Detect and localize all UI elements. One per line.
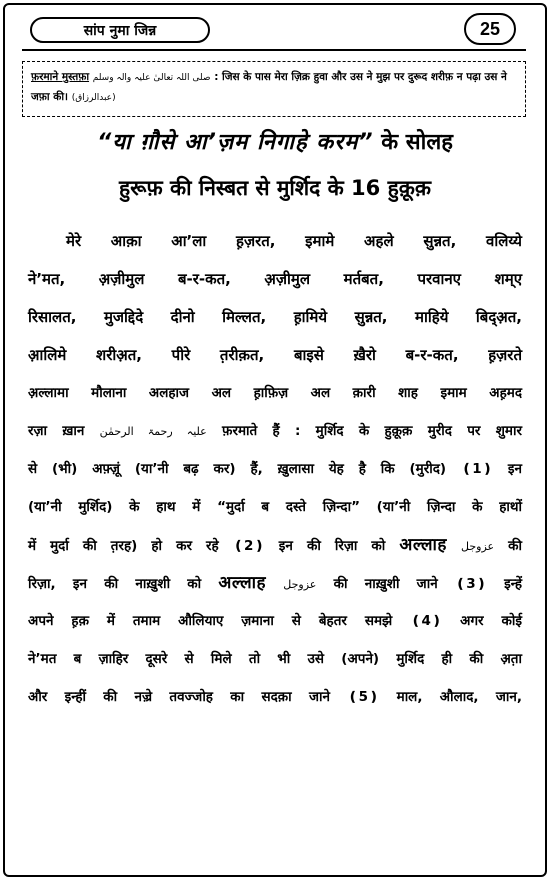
body-line [28,412,522,450]
body-line-part: में मुर्दा की त़रह) हो कर रहे ❪2❫ इन की रिज़ा को [28,538,386,554]
allah-calligraphy: अल्लाह [218,573,267,593]
body-text [28,222,522,716]
body-line: ने’मत ब ज़ाहिर दूसरे से मिले तो भी उसे (अपने) मुर्शिद ही की अ़त़ा [28,651,522,667]
section-heading-line2: हुरूफ़ की निस्बत से मुर्शिद के 16 हुक़ूक़ [118,176,431,200]
body-line-part: रज़ा ख़ान [28,423,85,439]
notice-text: : जिस के पास मेरा ज़िक्र हुवा और उस ने मुझ पर दुरूद शरीफ़ न पढ़ा उस ने जफ़ा की। [31,71,507,103]
allah-calligraphy: अल्लाह [399,535,447,555]
body-line [28,526,522,564]
body-line: आ़लिमे शरीअ़त, पीरे त़रीक़त, बाइसे ख़ैरो ब-र-कत, ह़ज़रते [28,346,522,364]
body-line-part: की [508,538,523,554]
body-line: अ़ल्लामा मौलाना अलहाज अल ह़ाफ़िज़ अल क़ारी शाह इमाम अह़मद [28,385,522,401]
body-line: मेरे आक़ा आ’ला ह़ज़रत, इमामे अहले सुन्नत, वलिय्ये [66,232,522,250]
arabic-honorific: عزوجل [461,540,495,553]
book-title: सांप नुमा जिन्न [30,17,210,43]
heading-rest: के सोलह [381,130,453,155]
body-line: अपने ह़क़ में तमाम औलियाए ज़माना से बेहतर समझे ❪4❫ अगर कोई [28,613,522,629]
body-line [28,564,522,602]
body-line-part: रिज़ा, इन की नाख़ुशी को [28,576,202,592]
page-number: 25 [464,13,516,45]
body-line: (या’नी मुर्शिद) के हाथ में “मुर्दा ब दस्ते ज़िन्दा” (या’नी ज़िन्दा के हाथों [28,499,522,515]
notice-blessing: صلی اللہ تعالیٰ علیہ والہ وسلم [92,73,211,83]
heading-quote: “या ग़ौसे आ’ज़म निगाहे करम” [97,130,374,155]
notice-label: फ़रमाने मुस्तफ़ा [31,71,90,83]
hadith-notice [22,61,526,117]
section-heading-line1 [0,126,550,156]
body-line: और इन्हीं की नज़्रे तवज्जोह का सदक़ा जाने ❪5❫ माल, औलाद, जान, [28,689,522,705]
notice-source: (عبدالرزاق) [71,93,116,103]
body-line-part: फ़रमाते हैं : मुर्शिद के हुक़ूक़ मुरीद पर शुमार [222,423,523,439]
body-line: ने’मत, अ़ज़ीमुल ब-र-कत, अ़ज़ीमुल मर्तबत, परवानए शम्ए [28,270,522,288]
body-line-part: की नाख़ुशी जाने ❪3❫ इन्हें [333,576,523,592]
arabic-honorific: عزوجل [283,578,317,591]
body-line: से (भी) अफ़्ज़ूं (या’नी बढ़ कर) हैं, ख़ुलासा येह है कि (मुरीद) ❪1❫ इन [28,461,522,477]
arabic-honorific: علیہ رحمۃ الرحمٰن [99,425,207,438]
body-line: रिसालत, मुजद्दिदे दीनो मिल्लत, ह़ामिये सुन्नत, माहिये बिद्अ़त, [28,308,522,326]
header-divider [22,49,526,51]
